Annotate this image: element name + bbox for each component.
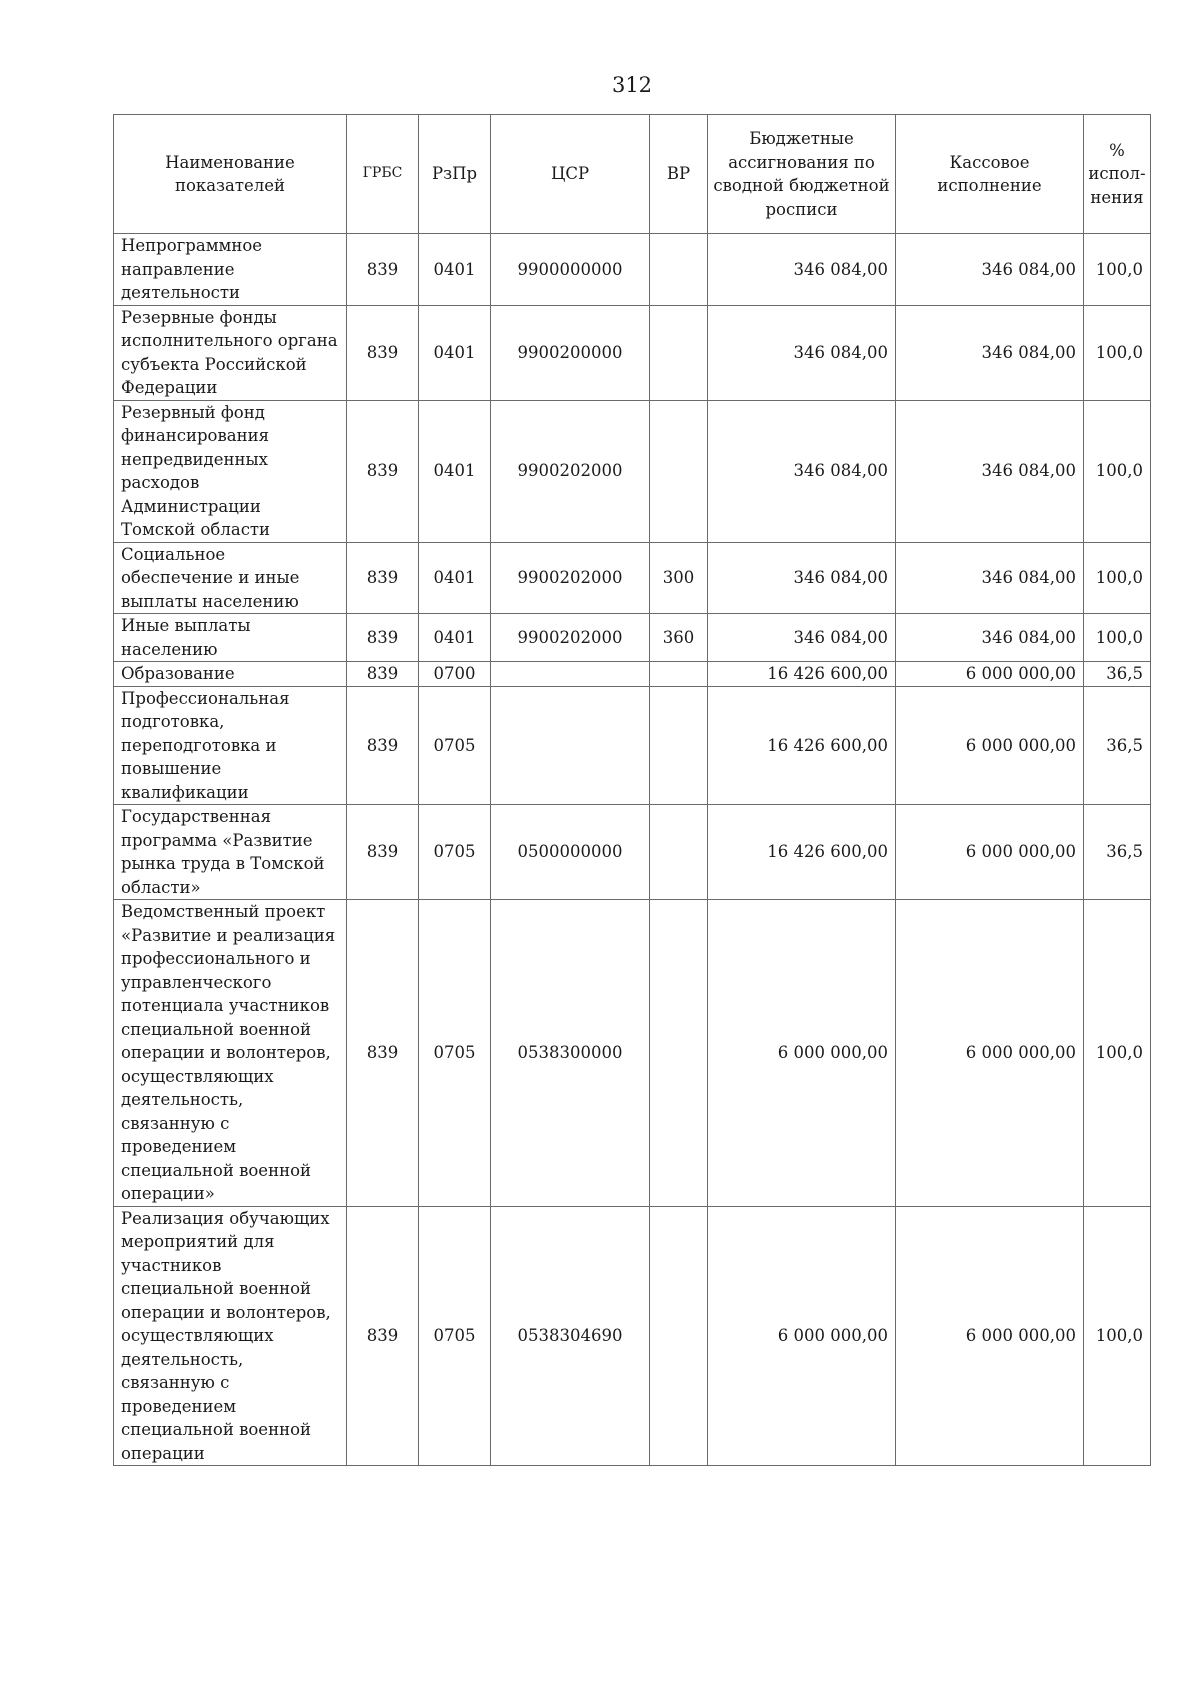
row-cash: 346 084,00 [896, 234, 1084, 306]
row-rzpr: 0401 [419, 542, 491, 614]
row-rzpr: 0705 [419, 900, 491, 1207]
row-budget: 346 084,00 [708, 234, 896, 306]
row-rzpr: 0705 [419, 1206, 491, 1466]
row-csr: 9900202000 [491, 614, 650, 662]
row-grbs: 839 [347, 686, 419, 805]
table-row [114, 662, 1151, 687]
row-percent: 100,0 [1084, 234, 1151, 306]
row-percent: 36,5 [1084, 805, 1151, 900]
row-rzpr: 0401 [419, 234, 491, 306]
row-rzpr: 0401 [419, 614, 491, 662]
row-percent: 100,0 [1084, 305, 1151, 400]
budget-execution-table [113, 114, 1151, 1466]
row-cash: 6 000 000,00 [896, 1206, 1084, 1466]
row-csr: 9900000000 [491, 234, 650, 306]
row-rzpr: 0401 [419, 305, 491, 400]
table-row [114, 614, 1151, 662]
row-percent: 100,0 [1084, 1206, 1151, 1466]
row-grbs: 839 [347, 662, 419, 687]
table-row [114, 305, 1151, 400]
table-header [114, 115, 1151, 234]
row-name: Резервные фонды исполнительного органа субъекта Российской Федерации [114, 305, 347, 400]
row-grbs: 839 [347, 900, 419, 1207]
row-name: Ведомственный проект «Развитие и реализация профессионального и управленческого потенциала участников специальной военной операции и волонтеров, осуществляющих деятельность, связанную с проведением специальной военной операции» [114, 900, 347, 1207]
row-vr [650, 305, 708, 400]
row-budget: 346 084,00 [708, 542, 896, 614]
row-name: Профессиональная подготовка, переподготовка и повышение квалификации [114, 686, 347, 805]
row-budget: 346 084,00 [708, 400, 896, 542]
row-rzpr: 0705 [419, 686, 491, 805]
row-csr: 9900202000 [491, 542, 650, 614]
row-cash: 346 084,00 [896, 614, 1084, 662]
row-budget: 346 084,00 [708, 614, 896, 662]
row-grbs: 839 [347, 305, 419, 400]
row-vr: 300 [650, 542, 708, 614]
table-row [114, 805, 1151, 900]
row-budget: 346 084,00 [708, 305, 896, 400]
row-csr: 0500000000 [491, 805, 650, 900]
row-csr: 9900200000 [491, 305, 650, 400]
header-percent: % испол-нения [1084, 115, 1151, 234]
row-vr [650, 805, 708, 900]
header-name: Наименование показателей [114, 115, 347, 234]
header-vr: ВР [650, 115, 708, 234]
row-vr [650, 686, 708, 805]
row-budget: 16 426 600,00 [708, 686, 896, 805]
row-vr [650, 900, 708, 1207]
row-rzpr: 0401 [419, 400, 491, 542]
row-cash: 6 000 000,00 [896, 662, 1084, 687]
row-vr [650, 1206, 708, 1466]
row-budget: 16 426 600,00 [708, 662, 896, 687]
row-csr: 9900202000 [491, 400, 650, 542]
table-row [114, 234, 1151, 306]
row-budget: 16 426 600,00 [708, 805, 896, 900]
row-grbs: 839 [347, 542, 419, 614]
row-grbs: 839 [347, 614, 419, 662]
row-name: Государственная программа «Развитие рынка труда в Томской области» [114, 805, 347, 900]
row-grbs: 839 [347, 234, 419, 306]
header-csr: ЦСР [491, 115, 650, 234]
row-name: Образование [114, 662, 347, 687]
row-cash: 346 084,00 [896, 400, 1084, 542]
row-cash: 346 084,00 [896, 542, 1084, 614]
table-row [114, 900, 1151, 1207]
row-percent: 100,0 [1084, 614, 1151, 662]
row-cash: 6 000 000,00 [896, 805, 1084, 900]
page-number: 312 [611, 73, 653, 97]
row-budget: 6 000 000,00 [708, 900, 896, 1207]
row-grbs: 839 [347, 1206, 419, 1466]
row-grbs: 839 [347, 400, 419, 542]
row-csr: 0538304690 [491, 1206, 650, 1466]
table-row [114, 1206, 1151, 1466]
table-body [114, 234, 1151, 1466]
header-grbs: ГРБС [347, 115, 419, 234]
row-name: Непрограммное направление деятельности [114, 234, 347, 306]
row-name: Иные выплаты населению [114, 614, 347, 662]
row-vr [650, 234, 708, 306]
row-vr [650, 400, 708, 542]
row-cash: 346 084,00 [896, 305, 1084, 400]
row-percent: 100,0 [1084, 900, 1151, 1207]
row-rzpr: 0705 [419, 805, 491, 900]
row-csr [491, 662, 650, 687]
header-budget: Бюджетные ассигнования по сводной бюджетной росписи [708, 115, 896, 234]
table-row [114, 400, 1151, 542]
header-cash: Кассовое исполнение [896, 115, 1084, 234]
row-cash: 6 000 000,00 [896, 900, 1084, 1207]
row-percent: 36,5 [1084, 662, 1151, 687]
row-csr [491, 686, 650, 805]
row-name: Резервный фонд финансирования непредвиденных расходов Администрации Томской области [114, 400, 347, 542]
row-percent: 100,0 [1084, 542, 1151, 614]
row-vr [650, 662, 708, 687]
row-budget: 6 000 000,00 [708, 1206, 896, 1466]
table-row [114, 686, 1151, 805]
row-percent: 100,0 [1084, 400, 1151, 542]
row-grbs: 839 [347, 805, 419, 900]
row-vr: 360 [650, 614, 708, 662]
row-csr: 0538300000 [491, 900, 650, 1207]
row-cash: 6 000 000,00 [896, 686, 1084, 805]
row-rzpr: 0700 [419, 662, 491, 687]
table-row [114, 542, 1151, 614]
header-rzpr: РзПр [419, 115, 491, 234]
row-name: Реализация обучающих мероприятий для участников специальной военной операции и волонтеров, осуществляющих деятельность, связанную с проведением специальной военной операции [114, 1206, 347, 1466]
row-percent: 36,5 [1084, 686, 1151, 805]
row-name: Социальное обеспечение и иные выплаты населению [114, 542, 347, 614]
